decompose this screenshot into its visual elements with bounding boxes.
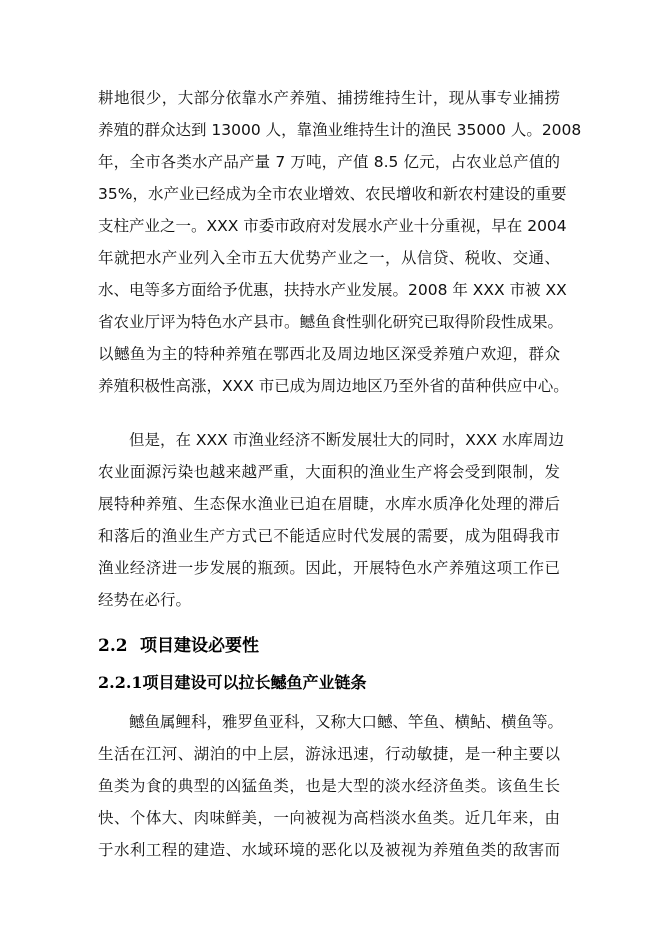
section-title: 项目建设可以拉长鳡鱼产业链条: [142, 673, 367, 692]
text-line: 鱼类为食的典型的凶猛鱼类，也是大型的淡水经济鱼类。该鱼生长: [98, 777, 560, 795]
paragraph-water-industry-overview: [98, 82, 582, 402]
text-line: 于水利工程的建造、水域环境的恶化以及被视为养殖鱼类的敌害而: [98, 841, 560, 859]
text-line: 养殖的群众达到 13000 人，靠渔业维持生计的渔民 35000 人。2008: [98, 121, 582, 139]
text-line: 水、电等多方面给予优惠，扶持水产业发展。2008 年 XXX 市被 XX: [98, 281, 567, 299]
text-line: 农业面源污染也越来越严重，大面积的渔业生产将会受到限制，发: [98, 463, 560, 481]
text-line: 鳡鱼属鲤科，雅罗鱼亚科，又称大口鳡、竿鱼、横鲇、横鱼等。: [129, 713, 564, 731]
text-line: 经势在必行。: [98, 591, 192, 609]
text-line: 展特种养殖、生态保水渔业已迫在眉睫，水库水质净化处理的滞后: [98, 495, 560, 513]
text-line: 和落后的渔业生产方式已不能适应时代发展的需要，成为阻碍我市: [98, 527, 560, 545]
paragraph-fish-description: [98, 706, 564, 866]
text-line: 年就把水产业列入全市五大优势产业之一，从信贷、税收、交通、: [98, 249, 560, 267]
text-line: 但是，在 XXX 市渔业经济不断发展壮大的同时，XXX 水库周边: [129, 431, 564, 449]
text-line: 生活在江河、湖泊的中上层，游泳迅速，行动敏捷，是一种主要以: [98, 745, 560, 763]
text-line: 以鳡鱼为主的特种养殖在鄂西北及周边地区深受养殖户欢迎，群众: [98, 345, 560, 363]
section-title: 项目建设必要性: [140, 636, 259, 656]
text-line: 养殖积极性高涨，XXX 市已成为周边地区乃至外省的苗种供应中心。: [98, 377, 569, 395]
section-heading-2-2-1: [98, 671, 367, 695]
text-line: 年，全市各类水产品产量 7 万吨，产值 8.5 亿元，占农业总产值的: [98, 153, 560, 171]
text-line: 渔业经济进一步发展的瓶颈。因此，开展特色水产养殖这项工作已: [98, 559, 560, 577]
section-number: 2.2.1: [98, 673, 143, 692]
text-line: 快、个体大、肉味鲜美，一向被视为高档淡水鱼类。近几年来，由: [98, 809, 560, 827]
text-line: 35%，水产业已经成为全市农业增效、农民增收和新农村建设的重要: [98, 185, 567, 203]
section-heading-2-2: [98, 634, 259, 658]
paragraph-pollution-problem: [98, 424, 564, 616]
section-number: 2.2: [98, 636, 128, 656]
text-line: 省农业厅评为特色水产县市。鳡鱼食性驯化研究已取得阶段性成果。: [98, 313, 564, 331]
text-line: 耕地很少，大部分依靠水产养殖、捕捞维持生计，现从事专业捕捞: [98, 89, 560, 107]
text-line: 支柱产业之一。XXX 市委市政府对发展水产业十分重视，早在 2004: [98, 217, 567, 235]
